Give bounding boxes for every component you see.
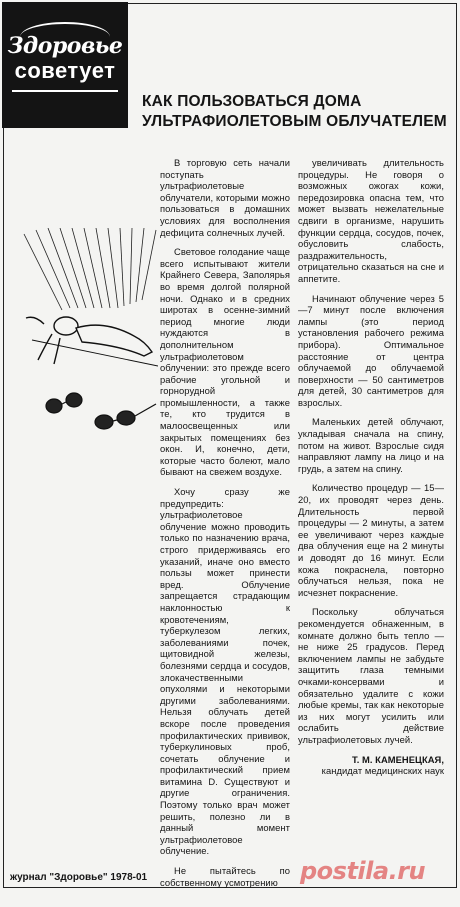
author-signature	[298, 754, 444, 777]
paragraph: Начинают облучение через 5—7 минут после включения лампы (это период установления рабочего режима прибора). Оптимальное расстояние от центра облучаемой до облучаемой поверхности — 50 сантиметров для детей, 30 сантиметров для взрослых.	[298, 292, 444, 408]
paragraph: Не пытайтесь по собственному усмотрению	[160, 865, 290, 888]
paragraph: Маленьких детей облучают, укладывая сначала на спину, потом на живот. Взрослые сидя направляют лампу на лицо и на грудь, а затем на спину.	[298, 416, 444, 474]
rubric-logo-rule	[12, 90, 118, 92]
paragraph: Поскольку облучаться рекомендуется обнаженным, в комнате должно быть тепло — не ниже 25 градусов. Перед включением лампы не забудьте защитить глаза темными очками-консервами и обязательно удалите с кожи любые кремы, так как некоторые из них могут усилить или ослабить действие ультрафиолетовых лучей.	[298, 606, 444, 745]
author-degree: кандидат медицинских наук	[321, 765, 444, 777]
sunbather-illustration	[26, 317, 158, 366]
article-column-left	[160, 157, 290, 896]
watermark	[300, 856, 458, 892]
paragraph: В торговую сеть начали поступать ультрафиолетовые облучатели, которыми можно пользоваться в домашних условиях для восполнения дефицита солнечных лучей.	[160, 157, 290, 238]
rubric-logo-line2: советует	[14, 58, 116, 83]
rubric-logo	[2, 2, 128, 128]
author-name: Т. М. КАМЕНЕЦКАЯ,	[351, 753, 444, 765]
goggles-icon	[46, 393, 156, 429]
article-column-right	[298, 157, 444, 777]
paragraph: увеличивать длительность процедуры. Не говоря о возможных ожогах кожи, передозировка опасна тем, что может вызвать нежелательные сдвиги в организме, нарушить функции сердца, сосудов, почек, обусловить слабость, раздражительность, отрицательно сказаться на сне и аппетите.	[298, 157, 444, 284]
sunlamp-illustration	[8, 228, 158, 438]
watermark-text: postila.ru	[300, 857, 426, 885]
paragraph: Световое голодание чаще всего испытывают жители Крайнего Севера, Заполярья во время долгой полярной ночи. Однако и в средних широтах в осенне-зимний период многие люди нуждаются в дополнительном ультрафиолетовом облучении: это прежде всего рабочие угольной и горнорудной промышленности, а также те, кто трудится в малоосвещенных или закрытых помещениях без окон. И, конечно, дети, которые часто болеют, мало бывают на свежем воздухе.	[160, 246, 290, 478]
rubric-logo-line1: Здоровье	[7, 33, 123, 59]
article-title: КАК ПОЛЬЗОВАТЬСЯ ДОМА УЛЬТРАФИОЛЕТОВЫМ ОБЛУЧАТЕЛЕМ	[142, 93, 447, 130]
source-caption: журнал "Здоровье" 1978-01	[10, 872, 148, 883]
paragraph: Количество процедур — 15—20, их проводят через день. Длительность первой процедуры — 2 минуты, а затем ее увеличивают через каждые два облучения еще на 2 минуты и доводят до 16 минут. Если кожа покраснела, повторно облучаться нельзя, пока не исчезнет покраснение.	[298, 482, 444, 598]
paragraph: Хочу сразу же предупредить: ультрафиолетовое облучение можно проводить только по назначению врача, строго придерживаясь его указаний, иначе оно вместо пользы может принести вред. Облучение запрещается страдающим наклонностью к кровотечениям, туберкулезом легких, заболеваниями почек, щитовидной железы, болезнями сердца и сосудов, злокачественными опухолями и некоторыми другими заболеваниями. Нельзя облучать детей вскоре после проведения профилактических прививок, туберкулиновых проб, сочетать облучение и профилактический прием витамина D. Существуют и другие ограничения. Поэтому только врач может решить, полезно ли в данный момент ультрафиолетовое облучение.	[160, 486, 290, 857]
